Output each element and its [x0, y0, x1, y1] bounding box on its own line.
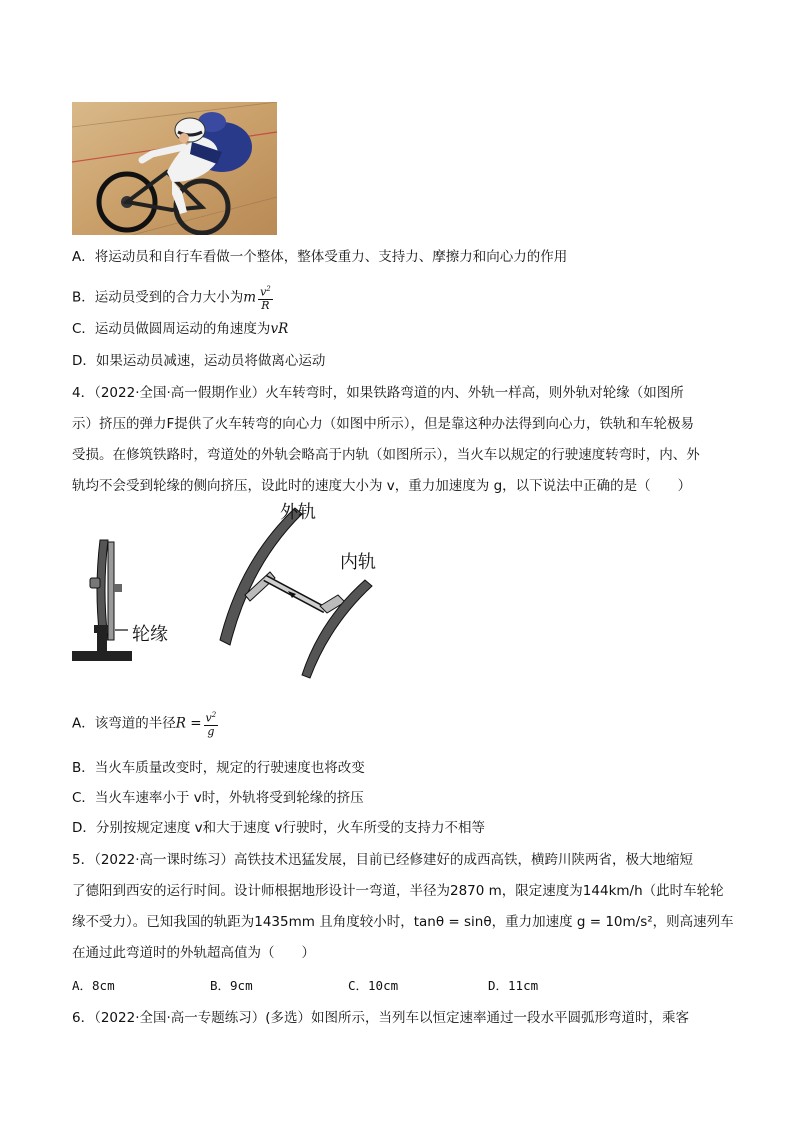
q4-option-a-numerator-exponent: 2	[211, 711, 217, 719]
q4-stem-line-1: 4．（2022·全国·高一假期作业）火车转弯时，如果铁路弯道的内、外轨一样高，则外轨对轮缘（如图所	[72, 385, 684, 401]
q5-option-c: C．10cm	[348, 978, 399, 993]
rail-wheel-diagram	[70, 500, 400, 685]
q3-option-b-fraction	[258, 283, 273, 312]
q4-stem-line-3: 受损。在修筑铁路时，弯道处的外轨会略高于内轨（如图所示），当火车以规定的行驶速度转弯时，内、外	[72, 447, 700, 463]
q5-option-a: A．8cm	[72, 978, 115, 993]
q4-option-a-text: A．该弯道的半径	[72, 715, 176, 732]
q4-option-a-denominator: g	[207, 724, 215, 738]
q3-option-b-mass: m	[243, 289, 257, 306]
q5-stem-line-4: 在通过此弯道时的外轨超高值为（ ）	[72, 945, 315, 961]
q3-option-b	[72, 283, 275, 312]
q3-option-d: D．如果运动员减速，运动员将做离心运动	[72, 353, 326, 369]
q4-option-c: C．当火车速率小于 v时，外轨将受到轮缘的挤压	[72, 790, 364, 806]
flange-label: 轮缘	[132, 624, 168, 645]
q4-stem-line-4: 轨均不会受到轮缘的侧向挤压，设此时的速度大小为 v，重力加速度为 g，以下说法中正确的是（ ）	[72, 478, 692, 494]
cyclist-photo	[72, 102, 277, 235]
q4-option-b: B．当火车质量改变时，规定的行驶速度也将改变	[72, 760, 365, 776]
q4-option-a-fraction	[204, 709, 219, 738]
q5-options-row	[72, 976, 538, 996]
q3-option-a: A．将运动员和自行车看做一个整体，整体受重力、支持力、摩擦力和向心力的作用	[72, 249, 568, 265]
q5-option-d: D．11cm	[488, 978, 539, 993]
q3-option-b-text: B．运动员受到的合力大小为	[72, 289, 244, 306]
q4-option-d: D．分别按规定速度 v和大于速度 v行驶时，火车所受的支持力不相等	[72, 820, 485, 836]
outer-rail-label: 外轨	[280, 502, 316, 523]
q4-option-a-numerator: v	[205, 711, 212, 725]
q5-stem-line-2: 了德阳到西安的运行时间。设计师根据地形设计一弯道，半径为2870 m，限定速度为144km/h（此时车轮轮	[72, 883, 724, 899]
q3-option-b-denominator: R	[261, 298, 270, 312]
q4-stem-line-2: 示）挤压的弹力F提供了火车转弯的向心力（如图中所示），但是靠这种办法得到向心力，铁轨和车轮极易	[72, 416, 695, 432]
q5-stem-line-1: 5．（2022·高一课时练习）高铁技术迅猛发展，目前已经修建好的成西高铁，横跨川陕两省，极大地缩短	[72, 852, 693, 868]
q4-option-a	[72, 709, 220, 738]
q3-option-c-expr: vR	[270, 321, 289, 337]
q5-option-b: B．9cm	[210, 978, 253, 993]
inner-rail-label: 内轨	[340, 552, 376, 573]
q5-stem-line-3: 缘不受力）。已知我国的轨距为1435mm 且角度较小时，tanθ = sinθ，重力加速度 g = 10m/s²，则高速列车	[72, 914, 734, 930]
q3-option-b-numerator: v	[260, 285, 267, 299]
q3-option-b-numerator-exponent: 2	[266, 285, 271, 293]
wheel-flange-figure	[72, 540, 132, 661]
q6-stem-line-1: 6．（2022·全国·高一专题练习）(多选）如图所示，当列车以恒定速率通过一段水平圆弧形弯道时，乘客	[72, 1010, 690, 1026]
q3-option-c-text: C．运动员做圆周运动的角速度为	[72, 321, 271, 337]
banked-rails-figure	[220, 508, 372, 678]
q3-option-c	[72, 319, 288, 339]
q4-option-a-lhs: R =	[175, 715, 202, 732]
